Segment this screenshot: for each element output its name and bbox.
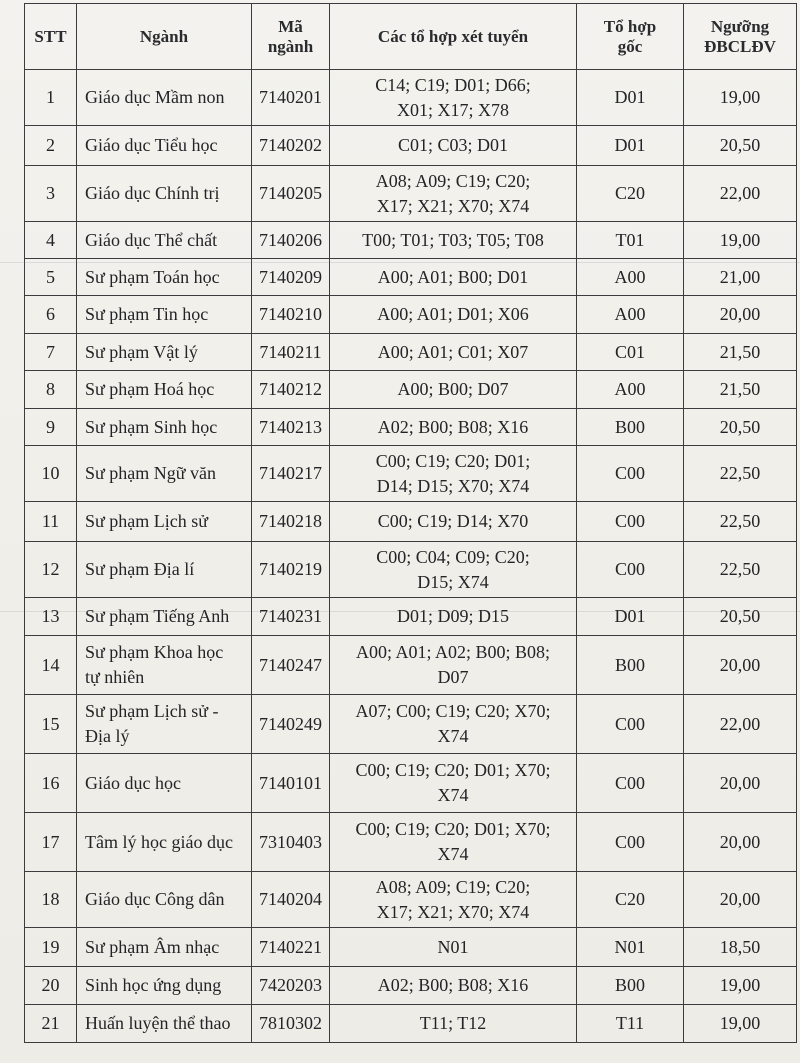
- threshold-score-cell: 19,00: [684, 70, 797, 126]
- stt-cell: 20: [25, 967, 77, 1005]
- threshold-score-cell: 20,50: [684, 409, 797, 446]
- paper-fold-line: [0, 262, 800, 263]
- stt-cell: 7: [25, 334, 77, 371]
- code-cell: 7140217: [252, 446, 330, 502]
- table-row: [25, 872, 797, 928]
- combo-line: X74: [437, 785, 469, 805]
- major-name-line: Sư phạm Âm nhạc: [85, 936, 220, 957]
- combo-line: T11; T12: [419, 1013, 487, 1033]
- header-base-line1: Tổ hợp: [603, 16, 657, 36]
- major-cell: [77, 334, 252, 371]
- major-cell: [77, 967, 252, 1005]
- major-cell: [77, 222, 252, 259]
- major-cell: [77, 409, 252, 446]
- combos-cell: [330, 598, 577, 636]
- combo-line: C00; C19; C20; D01; X70;: [355, 819, 551, 839]
- combos-cell: [330, 296, 577, 334]
- header-code-line1: Mã: [278, 16, 303, 36]
- code-cell: 7140231: [252, 598, 330, 636]
- base-combo-cell: N01: [577, 928, 684, 967]
- major-name-line: Sư phạm Địa lí: [85, 559, 195, 579]
- major-name-line: Sinh học ứng dụng: [85, 975, 222, 995]
- table-row: [25, 222, 797, 259]
- combo-line: D01; D09; D15: [397, 606, 509, 626]
- code-cell: 7140101: [252, 754, 330, 813]
- table-row: [25, 598, 797, 636]
- stt-cell: 18: [25, 872, 77, 928]
- stt-cell: 14: [25, 636, 77, 695]
- base-combo-cell: B00: [577, 636, 684, 695]
- header-row: [25, 4, 797, 70]
- code-cell: 7140212: [252, 371, 330, 409]
- base-combo-cell: C00: [577, 695, 684, 754]
- major-cell: [77, 446, 252, 502]
- code-cell: 7140218: [252, 502, 330, 542]
- combo-line: A00; A01; B00; D01: [377, 266, 529, 287]
- major-name-line: Sư phạm Hoá học: [85, 379, 215, 399]
- table-row: [25, 813, 797, 872]
- combo-line: A02; B00; B08; X16: [377, 975, 529, 995]
- combo-line: X74: [437, 844, 469, 864]
- major-name-line: Sư phạm Lịch sử -: [85, 701, 219, 721]
- combos-cell: [330, 813, 577, 872]
- stt-cell: 10: [25, 446, 77, 502]
- combo-line: C14; C19; D01; D66;: [375, 74, 531, 95]
- base-combo-cell: B00: [577, 409, 684, 446]
- combo-line: T00; T01; T03; T05; T08: [362, 229, 544, 250]
- code-cell: 7140206: [252, 222, 330, 259]
- threshold-score-cell: 19,00: [684, 1005, 797, 1043]
- table-row: [25, 70, 797, 126]
- combos-cell: [330, 967, 577, 1005]
- major-cell: [77, 872, 252, 928]
- code-cell: 7140213: [252, 409, 330, 446]
- code-cell: 7310403: [252, 813, 330, 872]
- combos-cell: [330, 166, 577, 222]
- major-name-line: Sư phạm Lịch sử: [85, 511, 209, 531]
- code-cell: 7140204: [252, 872, 330, 928]
- combo-line: C00; C19; D14; X70: [377, 511, 529, 531]
- code-cell: 7140202: [252, 126, 330, 166]
- major-cell: [77, 371, 252, 409]
- stt-cell: 4: [25, 222, 77, 259]
- major-name-line: Sư phạm Tin học: [85, 304, 209, 324]
- combos-cell: [330, 371, 577, 409]
- header-combos: Các tổ hợp xét tuyển: [330, 4, 577, 70]
- major-name-line: Giáo dục Tiểu học: [85, 135, 218, 155]
- major-cell: [77, 813, 252, 872]
- combo-line: A08; A09; C19; C20;: [375, 170, 531, 191]
- combo-line: A08; A09; C19; C20;: [375, 876, 531, 897]
- paper-fold-line: [0, 611, 800, 612]
- stt-cell: 5: [25, 259, 77, 296]
- major-cell: [77, 166, 252, 222]
- header-score-line2: ĐBCLĐV: [704, 36, 776, 56]
- header-major: Ngành: [77, 4, 252, 70]
- major-cell: [77, 754, 252, 813]
- threshold-score-cell: 20,00: [684, 296, 797, 334]
- major-name-line: Sư phạm Ngữ văn: [85, 463, 217, 483]
- combos-cell: [330, 126, 577, 166]
- stt-cell: 6: [25, 296, 77, 334]
- combos-cell: [330, 754, 577, 813]
- table-row: [25, 259, 797, 296]
- code-cell: 7140209: [252, 259, 330, 296]
- major-cell: [77, 542, 252, 598]
- combos-cell: [330, 1005, 577, 1043]
- combo-line: A00; A01; D01; X06: [377, 304, 529, 324]
- code-cell: 7810302: [252, 1005, 330, 1043]
- table-row: [25, 695, 797, 754]
- major-name-line: Sư phạm Tiếng Anh: [85, 606, 230, 626]
- major-name-line: Giáo dục Mầm non: [85, 87, 225, 107]
- base-combo-cell: A00: [577, 296, 684, 334]
- major-name-line: Giáo dục Thể chất: [85, 229, 218, 250]
- stt-cell: 17: [25, 813, 77, 872]
- major-name-line: Giáo dục Công dân: [85, 889, 225, 909]
- base-combo-cell: C01: [577, 334, 684, 371]
- combos-cell: [330, 409, 577, 446]
- combos-cell: [330, 636, 577, 695]
- table-row: [25, 1005, 797, 1043]
- major-name-line: Địa lý: [85, 726, 130, 746]
- combo-line: A07; C00; C19; C20; X70;: [355, 701, 551, 721]
- table-row: [25, 636, 797, 695]
- stt-cell: 2: [25, 126, 77, 166]
- stt-cell: 15: [25, 695, 77, 754]
- threshold-score-cell: 20,00: [684, 754, 797, 813]
- base-combo-cell: C00: [577, 813, 684, 872]
- combos-cell: [330, 259, 577, 296]
- combo-line: C00; C04; C09; C20;: [376, 546, 530, 567]
- major-name-line: Sư phạm Khoa học: [85, 642, 224, 662]
- major-name-line: Huấn luyện thể thao: [85, 1013, 231, 1033]
- stt-cell: 16: [25, 754, 77, 813]
- stt-cell: 8: [25, 371, 77, 409]
- table-row: [25, 502, 797, 542]
- threshold-score-cell: 22,50: [684, 502, 797, 542]
- base-combo-cell: D01: [577, 126, 684, 166]
- stt-cell: 12: [25, 542, 77, 598]
- combo-line: X17; X21; X70; X74: [376, 195, 530, 216]
- combos-cell: [330, 542, 577, 598]
- code-cell: 7420203: [252, 967, 330, 1005]
- table-row: [25, 334, 797, 371]
- major-cell: [77, 126, 252, 166]
- combos-cell: [330, 872, 577, 928]
- combo-line: X74: [437, 726, 469, 746]
- major-name-line: Giáo dục học: [85, 772, 181, 793]
- header-score: [684, 4, 797, 70]
- threshold-score-cell: 21,50: [684, 334, 797, 371]
- admission-threshold-table: [24, 3, 797, 1043]
- threshold-score-cell: 21,00: [684, 259, 797, 296]
- base-combo-cell: T01: [577, 222, 684, 259]
- major-cell: [77, 598, 252, 636]
- combo-line: X01; X17; X78: [397, 99, 509, 120]
- table-row: [25, 446, 797, 502]
- major-cell: [77, 502, 252, 542]
- major-name-line: Giáo dục Chính trị: [85, 183, 220, 203]
- stt-cell: 3: [25, 166, 77, 222]
- stt-cell: 21: [25, 1005, 77, 1043]
- stt-cell: 1: [25, 70, 77, 126]
- base-combo-cell: C00: [577, 542, 684, 598]
- base-combo-cell: B00: [577, 967, 684, 1005]
- table-row: [25, 754, 797, 813]
- base-combo-cell: C00: [577, 502, 684, 542]
- combos-cell: [330, 222, 577, 259]
- threshold-score-cell: 19,00: [684, 967, 797, 1005]
- combos-cell: [330, 502, 577, 542]
- major-cell: [77, 695, 252, 754]
- header-score-line1: Ngưỡng: [710, 16, 770, 36]
- major-name-line: Sư phạm Toán học: [85, 266, 220, 287]
- major-cell: [77, 296, 252, 334]
- combo-line: N01: [437, 936, 469, 957]
- major-name-line: Tâm lý học giáo dục: [85, 831, 233, 852]
- table-row: [25, 409, 797, 446]
- table-row: [25, 126, 797, 166]
- combos-cell: [330, 928, 577, 967]
- base-combo-cell: C20: [577, 166, 684, 222]
- combo-line: A02; B00; B08; X16: [377, 416, 529, 437]
- major-cell: [77, 928, 252, 967]
- stt-cell: 19: [25, 928, 77, 967]
- major-name-line: Sư phạm Vật lý: [85, 341, 198, 362]
- threshold-score-cell: 20,50: [684, 126, 797, 166]
- combo-line: X17; X21; X70; X74: [376, 901, 530, 922]
- major-cell: [77, 636, 252, 695]
- table-row: [25, 371, 797, 409]
- code-cell: 7140249: [252, 695, 330, 754]
- major-name-line: tự nhiên: [85, 667, 145, 687]
- threshold-score-cell: 22,50: [684, 446, 797, 502]
- table-row: [25, 296, 797, 334]
- combo-line: D14; D15; X70; X74: [376, 475, 530, 496]
- threshold-score-cell: 19,00: [684, 222, 797, 259]
- table-row: [25, 928, 797, 967]
- combos-cell: [330, 446, 577, 502]
- threshold-score-cell: 20,00: [684, 872, 797, 928]
- threshold-score-cell: 22,00: [684, 695, 797, 754]
- major-name-line: Sư phạm Sinh học: [85, 416, 218, 437]
- base-combo-cell: T11: [577, 1005, 684, 1043]
- combo-line: C01; C03; D01: [397, 135, 508, 155]
- stt-cell: 11: [25, 502, 77, 542]
- stt-cell: 13: [25, 598, 77, 636]
- header-code-line2: ngành: [267, 36, 314, 56]
- combo-line: A00; B00; D07: [397, 379, 509, 399]
- code-cell: 7140210: [252, 296, 330, 334]
- combos-cell: [330, 695, 577, 754]
- base-combo-cell: A00: [577, 259, 684, 296]
- combo-line: C00; C19; C20; D01;: [375, 450, 531, 471]
- header-base-line2: gốc: [617, 36, 643, 56]
- base-combo-cell: A00: [577, 371, 684, 409]
- threshold-score-cell: 20,50: [684, 598, 797, 636]
- table-row: [25, 967, 797, 1005]
- threshold-score-cell: 22,00: [684, 166, 797, 222]
- code-cell: 7140221: [252, 928, 330, 967]
- code-cell: 7140219: [252, 542, 330, 598]
- header-code: [252, 4, 330, 70]
- base-combo-cell: C00: [577, 754, 684, 813]
- major-cell: [77, 70, 252, 126]
- threshold-score-cell: 22,50: [684, 542, 797, 598]
- combo-line: A00; A01; C01; X07: [377, 341, 529, 362]
- code-cell: 7140247: [252, 636, 330, 695]
- code-cell: 7140201: [252, 70, 330, 126]
- combos-cell: [330, 334, 577, 371]
- stt-cell: 9: [25, 409, 77, 446]
- base-combo-cell: C00: [577, 446, 684, 502]
- table-row: [25, 166, 797, 222]
- threshold-score-cell: 18,50: [684, 928, 797, 967]
- combos-cell: [330, 70, 577, 126]
- base-combo-cell: C20: [577, 872, 684, 928]
- header-base: [577, 4, 684, 70]
- threshold-score-cell: 20,00: [684, 813, 797, 872]
- code-cell: 7140211: [252, 334, 330, 371]
- base-combo-cell: D01: [577, 70, 684, 126]
- table-body: [25, 70, 797, 1043]
- combo-line: D15; X74: [417, 571, 489, 592]
- threshold-score-cell: 20,00: [684, 636, 797, 695]
- major-cell: [77, 1005, 252, 1043]
- combo-line: A00; A01; A02; B00; B08;: [355, 642, 551, 662]
- base-combo-cell: D01: [577, 598, 684, 636]
- header-stt: STT: [25, 4, 77, 70]
- table-row: [25, 542, 797, 598]
- combo-line: C00; C19; C20; D01; X70;: [355, 760, 551, 780]
- major-cell: [77, 259, 252, 296]
- code-cell: 7140205: [252, 166, 330, 222]
- threshold-score-cell: 21,50: [684, 371, 797, 409]
- combo-line: D07: [437, 667, 469, 687]
